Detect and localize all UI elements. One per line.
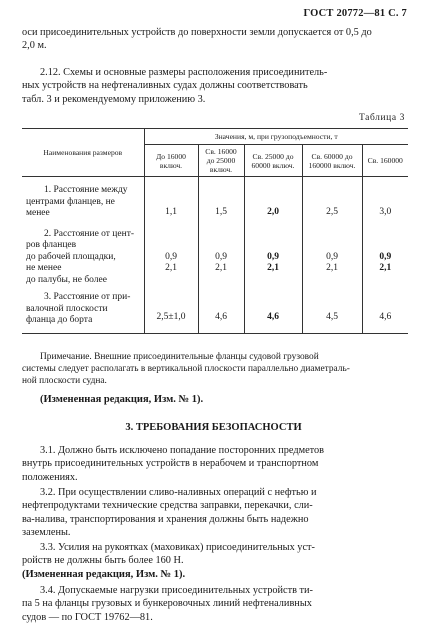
table-caption: Таблица 3	[358, 113, 405, 123]
row-name-line: 2. Расстояние от цент-	[44, 228, 135, 239]
row-name-line: валочной плоскости	[26, 303, 108, 314]
table-cell	[302, 223, 362, 290]
table-cell: 2,5±1,0	[144, 289, 198, 333]
table-row	[22, 289, 408, 333]
row-name-line: не менее	[26, 263, 62, 273]
text-line: заземлены.	[22, 527, 71, 539]
row-name-line: менее	[26, 208, 50, 218]
cell-value: 0,9	[165, 251, 177, 262]
header-line: до 25000	[206, 156, 236, 165]
text-line: 3.1. Должно быть исключено попадание посторонних предметов	[40, 445, 325, 456]
table-cell	[244, 223, 302, 290]
header-line: Св. 160000	[367, 156, 403, 165]
header-line: До 16000	[156, 151, 186, 161]
text-line: судов — по ГОСТ 19762—81.	[22, 611, 153, 623]
table-cell: 3,0	[362, 177, 408, 223]
cell-value: 2,1	[215, 263, 227, 273]
cell-value: 2,1	[165, 263, 177, 273]
row-name-line: фланца до борта	[26, 315, 93, 325]
header-line: Св. 25000 до	[252, 151, 294, 161]
table-header-col-4	[302, 145, 362, 177]
table-cell: 2,0	[244, 177, 302, 223]
paragraph-2-12	[22, 66, 406, 106]
text-line: 2.12. Схемы и основные размеры расположения присоединитель-	[40, 67, 328, 78]
row-name-line: центрами фланцев, не	[26, 196, 115, 207]
table-cell: 4,6	[362, 289, 408, 333]
header-line: включ.	[209, 165, 233, 174]
paragraph-3-2	[22, 486, 406, 540]
amendment-note: (Измененная редакция, Изм. № 1).	[40, 394, 204, 405]
table-cell	[362, 223, 408, 290]
header-line: Св. 16000	[205, 147, 237, 156]
text-line: па 5 на фланцы грузовых и бункеровочных линий нефтеналивных	[22, 598, 312, 610]
table-cell: 4,5	[302, 289, 362, 333]
row-name	[22, 289, 144, 333]
paragraph-3-3	[22, 541, 406, 568]
table-header-col-1	[144, 145, 198, 177]
row-name-line: 1. Расстояние между	[44, 185, 128, 195]
table-header-col-5	[362, 145, 408, 177]
note-line: системы следует располагать в вертикальной плоскости параллельно диаметраль-	[22, 363, 350, 374]
text-line: 3.3. Усилия на рукоятках (маховиках) присоединительных уст-	[40, 542, 315, 553]
row-name-line: до рабочей площадки,	[26, 251, 116, 262]
row-name-line: ров фланцев	[26, 240, 77, 250]
paragraph-3-4	[22, 584, 406, 624]
cell-value: 2,1	[379, 263, 392, 273]
table-cell: 4,6	[198, 289, 244, 333]
table-header-name: Наименования размеров	[22, 129, 144, 177]
text-line: табл. 3 и рекомендуемому приложению 3.	[22, 93, 206, 105]
header-line: 160000 включ.	[308, 160, 356, 170]
table-header-col-2	[198, 145, 244, 177]
cell-value: 0,9	[379, 251, 392, 262]
intro-paragraph	[22, 26, 406, 53]
text-line: ройств не должны быть более 160 Н.	[22, 555, 184, 567]
table-cell	[144, 223, 198, 290]
text-line: 2,0 м.	[22, 40, 47, 52]
text-line: внутрь присоединительных устройств в нерабочем и транспортном	[22, 458, 319, 470]
header-line: включ.	[159, 160, 183, 170]
table-note	[22, 352, 408, 387]
row-name-line: до палубы, не более	[26, 274, 107, 285]
table-header-col-3	[244, 145, 302, 177]
dimensions-table	[22, 128, 408, 334]
amendment-note: (Измененная редакция, Изм. № 1).	[22, 569, 186, 580]
row-name-line: 3. Расстояние от при-	[44, 292, 131, 302]
table-cell: 4,6	[244, 289, 302, 333]
text-line: ных устройств на нефтеналивных судах должны соответствовать	[22, 80, 308, 92]
cell-value: 2,1	[267, 263, 279, 273]
cell-value: 0,9	[267, 251, 279, 262]
table-header-group: Значения, м, при грузоподъемности, т	[144, 129, 408, 145]
table-cell	[198, 223, 244, 290]
text-line: ва-налива, транспортирования и хранения должны быть надежно	[22, 513, 309, 525]
text-line: положениях.	[22, 471, 78, 483]
text-line: оси присоединительных устройств до поверхности земли допускается от 0,5 до	[22, 27, 372, 38]
header-line: 60000 включ.	[251, 160, 295, 170]
text-line: 3.4. Допускаемые нагрузки присоединительных устройств ти-	[40, 585, 313, 596]
row-name	[22, 223, 144, 290]
text-line: нефтепродуктами технические средства заправки, перекачки, сли-	[22, 500, 313, 512]
note-line: ной плоскости судна.	[22, 375, 107, 386]
table-row	[22, 177, 408, 223]
note-line: Примечание. Внешние присоединительные фланцы судовой грузовой	[40, 352, 319, 362]
cell-value: 0,9	[215, 251, 227, 262]
paragraph-3-1	[22, 444, 406, 484]
table-cell: 1,1	[165, 207, 177, 217]
text-line: 3.2. При осуществлении сливо-наливных операций с нефтью и	[40, 487, 317, 498]
header-line: Св. 60000 до	[311, 151, 353, 161]
cell-value: 2,1	[326, 263, 338, 273]
row-name	[22, 177, 144, 223]
page-header: ГОСТ 20772—81 С. 7	[303, 8, 407, 19]
section-title: 3. ТРЕБОВАНИЯ БЕЗОПАСНОСТИ	[125, 422, 302, 433]
table-cell: 2,5	[302, 177, 362, 223]
table-row	[22, 223, 408, 290]
cell-value: 0,9	[326, 251, 338, 262]
table-cell: 1,5	[198, 177, 244, 223]
